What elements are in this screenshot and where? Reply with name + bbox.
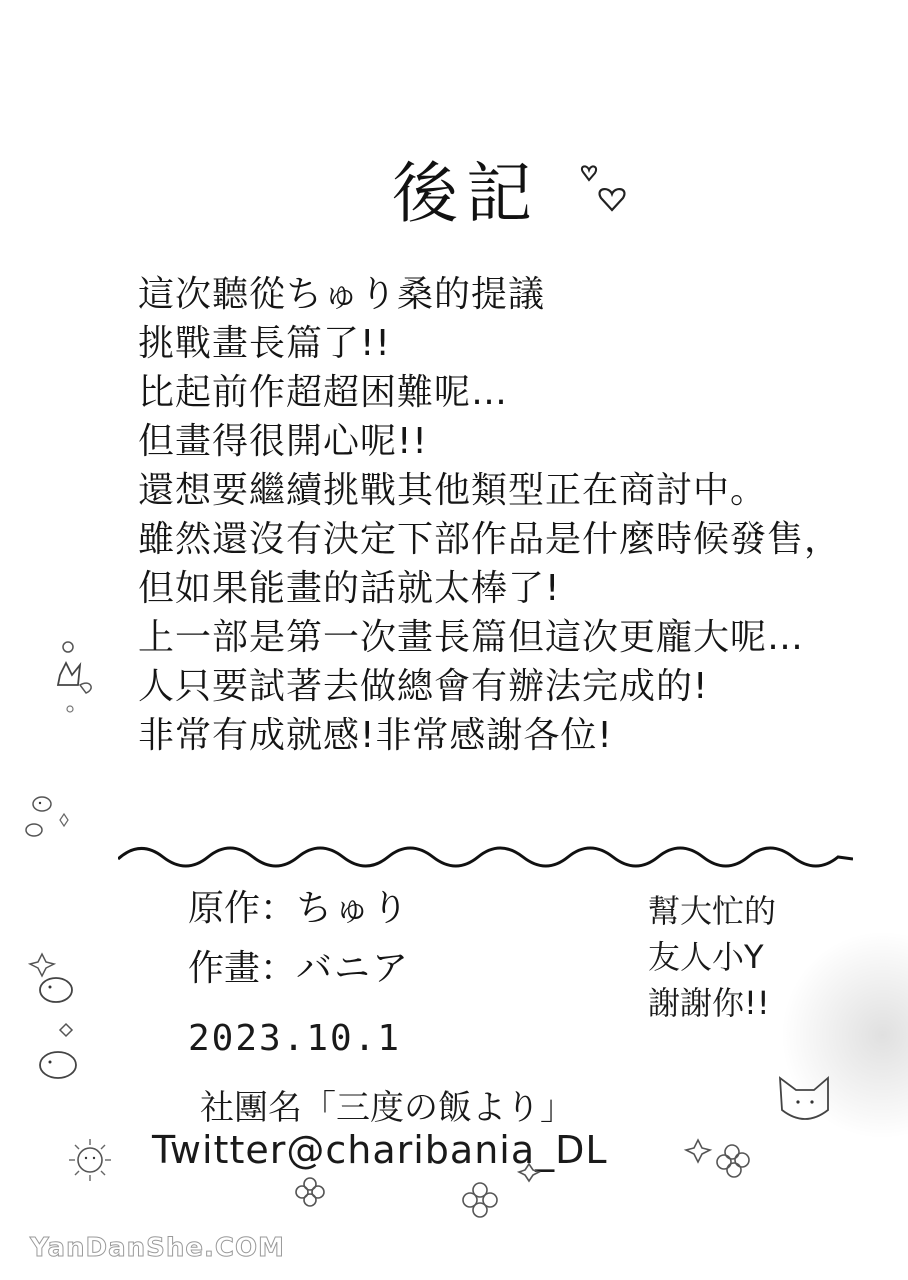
art-value: バニア — [296, 948, 411, 989]
circle-name: 社團名「三度の飯より」 — [200, 1088, 574, 1128]
art-credit — [188, 940, 410, 991]
body-line: 但畫得很開心呢!! — [138, 421, 428, 462]
body-line: 但如果能畫的話就太棒了! — [138, 568, 561, 609]
date: 2023.10.1 — [188, 1018, 402, 1059]
body-line: 人只要試著去做總會有辦法完成的! — [138, 666, 709, 707]
art-label: 作畫： — [188, 948, 297, 989]
flower-icon — [40, 635, 100, 715]
body-line: 挑戰畫長篇了!! — [138, 323, 391, 364]
thanks-line: 友人小Y — [648, 938, 764, 976]
body-line: 這次聽從ちゅり桑的提議 — [138, 274, 546, 315]
original-credit — [188, 880, 410, 931]
body-line: 比起前作超超困難呢… — [138, 372, 509, 413]
thanks-line: 幫大忙的 — [648, 892, 777, 930]
bird-icon — [20, 790, 80, 850]
page-title: 後記 — [392, 155, 540, 232]
body-line: 雖然還沒有決定下部作品是什麼時候發售， — [138, 519, 842, 560]
thanks-line: 謝謝你!! — [648, 984, 770, 1022]
heart-icon — [575, 160, 635, 220]
flower-icon — [680, 1130, 760, 1190]
body-line: 上一部是第一次畫長篇但這次更龐大呢… — [138, 617, 805, 658]
afterword-text — [138, 270, 841, 760]
wave-divider — [118, 835, 853, 875]
sun-icon — [65, 1135, 115, 1185]
thanks-note — [648, 888, 776, 1026]
watermark: YanDanShe.COM — [30, 1233, 285, 1263]
twitter-handle: Twitter@charibania_DL — [152, 1128, 608, 1172]
flower-icon — [290, 1160, 550, 1230]
bird-icon — [20, 950, 90, 1090]
cat-icon — [770, 1070, 840, 1130]
body-line: 非常有成就感!非常感謝各位! — [138, 715, 613, 756]
original-label: 原作： — [188, 888, 297, 929]
original-value: ちゅり — [296, 888, 411, 929]
body-line: 還想要繼續挑戰其他類型正在商討中。 — [138, 470, 768, 511]
